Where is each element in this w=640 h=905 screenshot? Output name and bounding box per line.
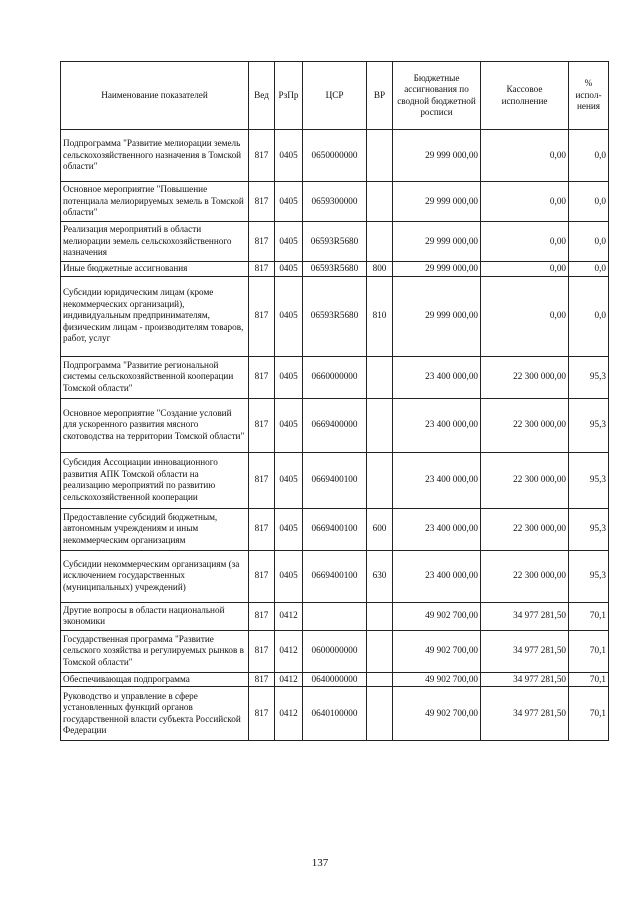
cell-cash: 0,00 [481, 182, 569, 222]
header-rzpr: РзПр [275, 62, 303, 130]
cell-cash: 22 300 000,00 [481, 508, 569, 550]
cell-ved: 817 [249, 508, 275, 550]
table-row [61, 550, 609, 602]
cell-name: Реализация мероприятий в области мелиорации земель сельскохозяйственного назначения [61, 222, 249, 262]
cell-csr [303, 602, 367, 630]
cell-budget: 49 902 700,00 [393, 687, 481, 741]
cell-name: Предоставление субсидий бюджетным, автономным учреждениям и иным некоммерческим организациям [61, 508, 249, 550]
cell-vr: 810 [367, 276, 393, 356]
cell-rzpr: 0405 [275, 182, 303, 222]
cell-rzpr: 0412 [275, 672, 303, 687]
header-pct: % испол-нения [569, 62, 609, 130]
cell-name: Другие вопросы в области национальной экономики [61, 602, 249, 630]
header-cash: Кассовое исполнение [481, 62, 569, 130]
cell-vr [367, 398, 393, 452]
cell-ved: 817 [249, 356, 275, 398]
cell-rzpr: 0405 [275, 398, 303, 452]
cell-pct: 0,0 [569, 276, 609, 356]
cell-ved: 817 [249, 602, 275, 630]
table-row [61, 222, 609, 262]
cell-budget: 49 902 700,00 [393, 672, 481, 687]
cell-cash: 22 300 000,00 [481, 398, 569, 452]
cell-ved: 817 [249, 276, 275, 356]
header-vr: ВР [367, 62, 393, 130]
cell-vr [367, 182, 393, 222]
cell-cash: 0,00 [481, 130, 569, 182]
cell-name: Основное мероприятие "Создание условий для ускоренного развития мясного скотоводства на территории Томской области" [61, 398, 249, 452]
cell-vr [367, 356, 393, 398]
cell-ved: 817 [249, 672, 275, 687]
header-budget: Бюджетные ассигнования по сводной бюджетной росписи [393, 62, 481, 130]
table-row [61, 398, 609, 452]
cell-pct: 95,3 [569, 452, 609, 508]
cell-csr: 0600000000 [303, 630, 367, 672]
cell-csr: 06593R5680 [303, 262, 367, 277]
cell-cash: 0,00 [481, 222, 569, 262]
cell-vr: 600 [367, 508, 393, 550]
cell-vr [367, 687, 393, 741]
cell-rzpr: 0405 [275, 262, 303, 277]
cell-vr: 630 [367, 550, 393, 602]
cell-budget: 23 400 000,00 [393, 550, 481, 602]
cell-name: Субсидия Ассоциации инновационного развития АПК Томской области на реализацию мероприятий по развитию сельскохозяйственной кооперации [61, 452, 249, 508]
cell-cash: 34 977 281,50 [481, 687, 569, 741]
cell-pct: 95,3 [569, 550, 609, 602]
cell-vr [367, 630, 393, 672]
header-ved: Вед [249, 62, 275, 130]
cell-name: Подпрограмма "Развитие региональной системы сельскохозяйственной кооперации Томской области" [61, 356, 249, 398]
cell-budget: 49 902 700,00 [393, 602, 481, 630]
budget-table [60, 61, 609, 741]
table-row [61, 276, 609, 356]
cell-rzpr: 0405 [275, 356, 303, 398]
table-row [61, 262, 609, 277]
header-name: Наименование показателей [61, 62, 249, 130]
cell-csr: 0669400000 [303, 398, 367, 452]
cell-csr: 0669400100 [303, 550, 367, 602]
cell-pct: 70,1 [569, 687, 609, 741]
table-row [61, 130, 609, 182]
cell-pct: 0,0 [569, 130, 609, 182]
cell-pct: 95,3 [569, 356, 609, 398]
cell-rzpr: 0405 [275, 550, 303, 602]
cell-pct: 70,1 [569, 672, 609, 687]
cell-rzpr: 0405 [275, 222, 303, 262]
table-row [61, 452, 609, 508]
cell-pct: 95,3 [569, 508, 609, 550]
table-header-row [61, 62, 609, 130]
cell-vr: 800 [367, 262, 393, 277]
cell-name: Субсидии некоммерческим организациям (за исключением государственных (муниципальных) учреждений) [61, 550, 249, 602]
cell-budget: 29 999 000,00 [393, 182, 481, 222]
cell-name: Субсидии юридическим лицам (кроме некоммерческих организаций), индивидуальным предпринимателям, физическим лицам - производителям товаров, работ, услуг [61, 276, 249, 356]
cell-vr [367, 222, 393, 262]
cell-csr: 0659300000 [303, 182, 367, 222]
table-row [61, 687, 609, 741]
cell-vr [367, 672, 393, 687]
cell-name: Обеспечивающая подпрограмма [61, 672, 249, 687]
cell-rzpr: 0405 [275, 130, 303, 182]
cell-csr: 0650000000 [303, 130, 367, 182]
cell-rzpr: 0405 [275, 452, 303, 508]
table-row [61, 356, 609, 398]
cell-budget: 49 902 700,00 [393, 630, 481, 672]
header-csr: ЦСР [303, 62, 367, 130]
cell-ved: 817 [249, 687, 275, 741]
cell-cash: 22 300 000,00 [481, 452, 569, 508]
cell-ved: 817 [249, 262, 275, 277]
cell-cash: 34 977 281,50 [481, 602, 569, 630]
cell-cash: 0,00 [481, 276, 569, 356]
cell-ved: 817 [249, 452, 275, 508]
cell-name: Государственная программа "Развитие сельского хозяйства и регулируемых рынков в Томской области" [61, 630, 249, 672]
table-row [61, 672, 609, 687]
cell-name: Подпрограмма "Развитие мелиорации земель сельскохозяйственного назначения в Томской области" [61, 130, 249, 182]
cell-pct: 70,1 [569, 602, 609, 630]
cell-name: Основное мероприятие "Повышение потенциала мелиорируемых земель в Томской области" [61, 182, 249, 222]
cell-ved: 817 [249, 550, 275, 602]
cell-ved: 817 [249, 398, 275, 452]
cell-pct: 0,0 [569, 262, 609, 277]
cell-budget: 23 400 000,00 [393, 398, 481, 452]
cell-budget: 29 999 000,00 [393, 276, 481, 356]
cell-pct: 0,0 [569, 182, 609, 222]
table-body [61, 130, 609, 741]
table-row [61, 630, 609, 672]
cell-name: Иные бюджетные ассигнования [61, 262, 249, 277]
table-row [61, 508, 609, 550]
cell-csr: 0640000000 [303, 672, 367, 687]
cell-vr [367, 602, 393, 630]
cell-budget: 23 400 000,00 [393, 356, 481, 398]
table-row [61, 602, 609, 630]
cell-csr: 0660000000 [303, 356, 367, 398]
cell-pct: 70,1 [569, 630, 609, 672]
cell-cash: 34 977 281,50 [481, 630, 569, 672]
cell-vr [367, 130, 393, 182]
cell-budget: 23 400 000,00 [393, 508, 481, 550]
cell-cash: 22 300 000,00 [481, 550, 569, 602]
cell-rzpr: 0405 [275, 508, 303, 550]
cell-csr: 0669400100 [303, 452, 367, 508]
cell-budget: 29 999 000,00 [393, 130, 481, 182]
cell-budget: 29 999 000,00 [393, 262, 481, 277]
cell-rzpr: 0405 [275, 276, 303, 356]
cell-rzpr: 0412 [275, 602, 303, 630]
cell-pct: 95,3 [569, 398, 609, 452]
cell-ved: 817 [249, 182, 275, 222]
cell-ved: 817 [249, 130, 275, 182]
cell-cash: 22 300 000,00 [481, 356, 569, 398]
cell-csr: 0669400100 [303, 508, 367, 550]
cell-pct: 0,0 [569, 222, 609, 262]
cell-cash: 0,00 [481, 262, 569, 277]
cell-rzpr: 0412 [275, 687, 303, 741]
cell-name: Руководство и управление в сфере установленных функций органов государственной власти субъекта Российской Федерации [61, 687, 249, 741]
cell-rzpr: 0412 [275, 630, 303, 672]
page-number: 137 [311, 857, 329, 869]
cell-cash: 34 977 281,50 [481, 672, 569, 687]
cell-csr: 06593R5680 [303, 276, 367, 356]
cell-csr: 06593R5680 [303, 222, 367, 262]
cell-vr [367, 452, 393, 508]
cell-ved: 817 [249, 222, 275, 262]
table-row [61, 182, 609, 222]
cell-budget: 23 400 000,00 [393, 452, 481, 508]
cell-csr: 0640100000 [303, 687, 367, 741]
cell-budget: 29 999 000,00 [393, 222, 481, 262]
cell-ved: 817 [249, 630, 275, 672]
